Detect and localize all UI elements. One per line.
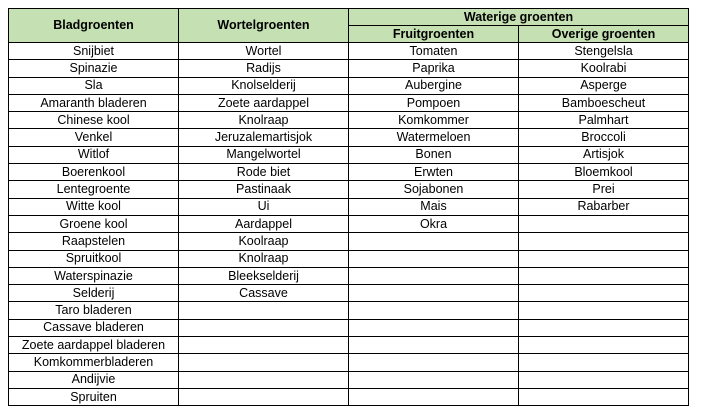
- root-cell: [179, 319, 349, 336]
- fruit-cell: Aubergine: [349, 77, 519, 94]
- fruit-cell: [349, 267, 519, 284]
- table-row: [9, 388, 689, 405]
- leafy-cell: Spruitkool: [9, 250, 179, 267]
- table-row: [9, 233, 689, 250]
- leafy-cell: Andijvie: [9, 371, 179, 388]
- other-cell: [519, 215, 689, 232]
- header-watery-group: Waterige groenten: [349, 9, 689, 26]
- leafy-cell: Cassave bladeren: [9, 319, 179, 336]
- other-cell: [519, 302, 689, 319]
- leafy-cell: Taro bladeren: [9, 302, 179, 319]
- fruit-cell: [349, 354, 519, 371]
- fruit-cell: Pompoen: [349, 94, 519, 111]
- root-cell: Aardappel: [179, 215, 349, 232]
- table-row: [9, 60, 689, 77]
- root-cell: Rode biet: [179, 164, 349, 181]
- leafy-cell: Chinese kool: [9, 112, 179, 129]
- table-row: [9, 112, 689, 129]
- fruit-cell: Bonen: [349, 146, 519, 163]
- leafy-cell: Spinazie: [9, 60, 179, 77]
- fruit-cell: [349, 250, 519, 267]
- other-cell: Artisjok: [519, 146, 689, 163]
- table-row: [9, 354, 689, 371]
- table-row: [9, 267, 689, 284]
- leafy-cell: Venkel: [9, 129, 179, 146]
- other-cell: [519, 319, 689, 336]
- root-cell: Knolselderij: [179, 77, 349, 94]
- root-cell: Koolraap: [179, 233, 349, 250]
- fruit-cell: Mais: [349, 198, 519, 215]
- leafy-cell: Waterspinazie: [9, 267, 179, 284]
- table-row: [9, 250, 689, 267]
- fruit-cell: [349, 319, 519, 336]
- leafy-cell: Zoete aardappel bladeren: [9, 337, 179, 354]
- leafy-cell: Sla: [9, 77, 179, 94]
- other-cell: [519, 250, 689, 267]
- leafy-cell: Groene kool: [9, 215, 179, 232]
- fruit-cell: Watermeloen: [349, 129, 519, 146]
- other-cell: [519, 285, 689, 302]
- table-body: [9, 43, 689, 406]
- header-root: Wortelgroenten: [179, 9, 349, 43]
- root-cell: Wortel: [179, 43, 349, 60]
- table-row: [9, 164, 689, 181]
- other-cell: Broccoli: [519, 129, 689, 146]
- leafy-cell: Amaranth bladeren: [9, 94, 179, 111]
- root-cell: Radijs: [179, 60, 349, 77]
- leafy-cell: Witte kool: [9, 198, 179, 215]
- table-header: [9, 9, 689, 43]
- other-cell: [519, 354, 689, 371]
- fruit-cell: Tomaten: [349, 43, 519, 60]
- other-cell: Palmhart: [519, 112, 689, 129]
- other-cell: [519, 337, 689, 354]
- root-cell: Pastinaak: [179, 181, 349, 198]
- root-cell: Ui: [179, 198, 349, 215]
- root-cell: Cassave: [179, 285, 349, 302]
- table-row: [9, 302, 689, 319]
- fruit-cell: Komkommer: [349, 112, 519, 129]
- root-cell: Mangelwortel: [179, 146, 349, 163]
- header-row-top: [9, 9, 689, 26]
- table-row: [9, 77, 689, 94]
- table-row: [9, 285, 689, 302]
- root-cell: Knolraap: [179, 250, 349, 267]
- root-cell: [179, 371, 349, 388]
- other-cell: Koolrabi: [519, 60, 689, 77]
- vegetable-table: [8, 8, 689, 406]
- leafy-cell: Spruiten: [9, 388, 179, 405]
- other-cell: Bloemkool: [519, 164, 689, 181]
- header-other: Overige groenten: [519, 26, 689, 43]
- leafy-cell: Komkommerbladeren: [9, 354, 179, 371]
- other-cell: [519, 233, 689, 250]
- other-cell: Asperge: [519, 77, 689, 94]
- fruit-cell: Okra: [349, 215, 519, 232]
- leafy-cell: Lentegroente: [9, 181, 179, 198]
- other-cell: Rabarber: [519, 198, 689, 215]
- header-fruit: Fruitgroenten: [349, 26, 519, 43]
- table-row: [9, 215, 689, 232]
- other-cell: Prei: [519, 181, 689, 198]
- table-row: [9, 371, 689, 388]
- leafy-cell: Witlof: [9, 146, 179, 163]
- other-cell: Bamboescheut: [519, 94, 689, 111]
- fruit-cell: Erwten: [349, 164, 519, 181]
- other-cell: [519, 388, 689, 405]
- root-cell: [179, 354, 349, 371]
- table-row: [9, 146, 689, 163]
- other-cell: [519, 371, 689, 388]
- other-cell: [519, 267, 689, 284]
- fruit-cell: Paprika: [349, 60, 519, 77]
- table-row: [9, 337, 689, 354]
- fruit-cell: [349, 337, 519, 354]
- root-cell: Bleekselderij: [179, 267, 349, 284]
- fruit-cell: [349, 388, 519, 405]
- root-cell: Knolraap: [179, 112, 349, 129]
- root-cell: Zoete aardappel: [179, 94, 349, 111]
- table-row: [9, 181, 689, 198]
- other-cell: Stengelsla: [519, 43, 689, 60]
- root-cell: [179, 388, 349, 405]
- header-leafy: Bladgroenten: [9, 9, 179, 43]
- fruit-cell: [349, 285, 519, 302]
- leafy-cell: Boerenkool: [9, 164, 179, 181]
- table-row: [9, 43, 689, 60]
- root-cell: Jeruzalemartisjok: [179, 129, 349, 146]
- table-row: [9, 129, 689, 146]
- fruit-cell: [349, 302, 519, 319]
- leafy-cell: Selderij: [9, 285, 179, 302]
- root-cell: [179, 302, 349, 319]
- fruit-cell: Sojabonen: [349, 181, 519, 198]
- table-row: [9, 94, 689, 111]
- root-cell: [179, 337, 349, 354]
- fruit-cell: [349, 233, 519, 250]
- table-row: [9, 198, 689, 215]
- table-row: [9, 319, 689, 336]
- fruit-cell: [349, 371, 519, 388]
- leafy-cell: Snijbiet: [9, 43, 179, 60]
- leafy-cell: Raapstelen: [9, 233, 179, 250]
